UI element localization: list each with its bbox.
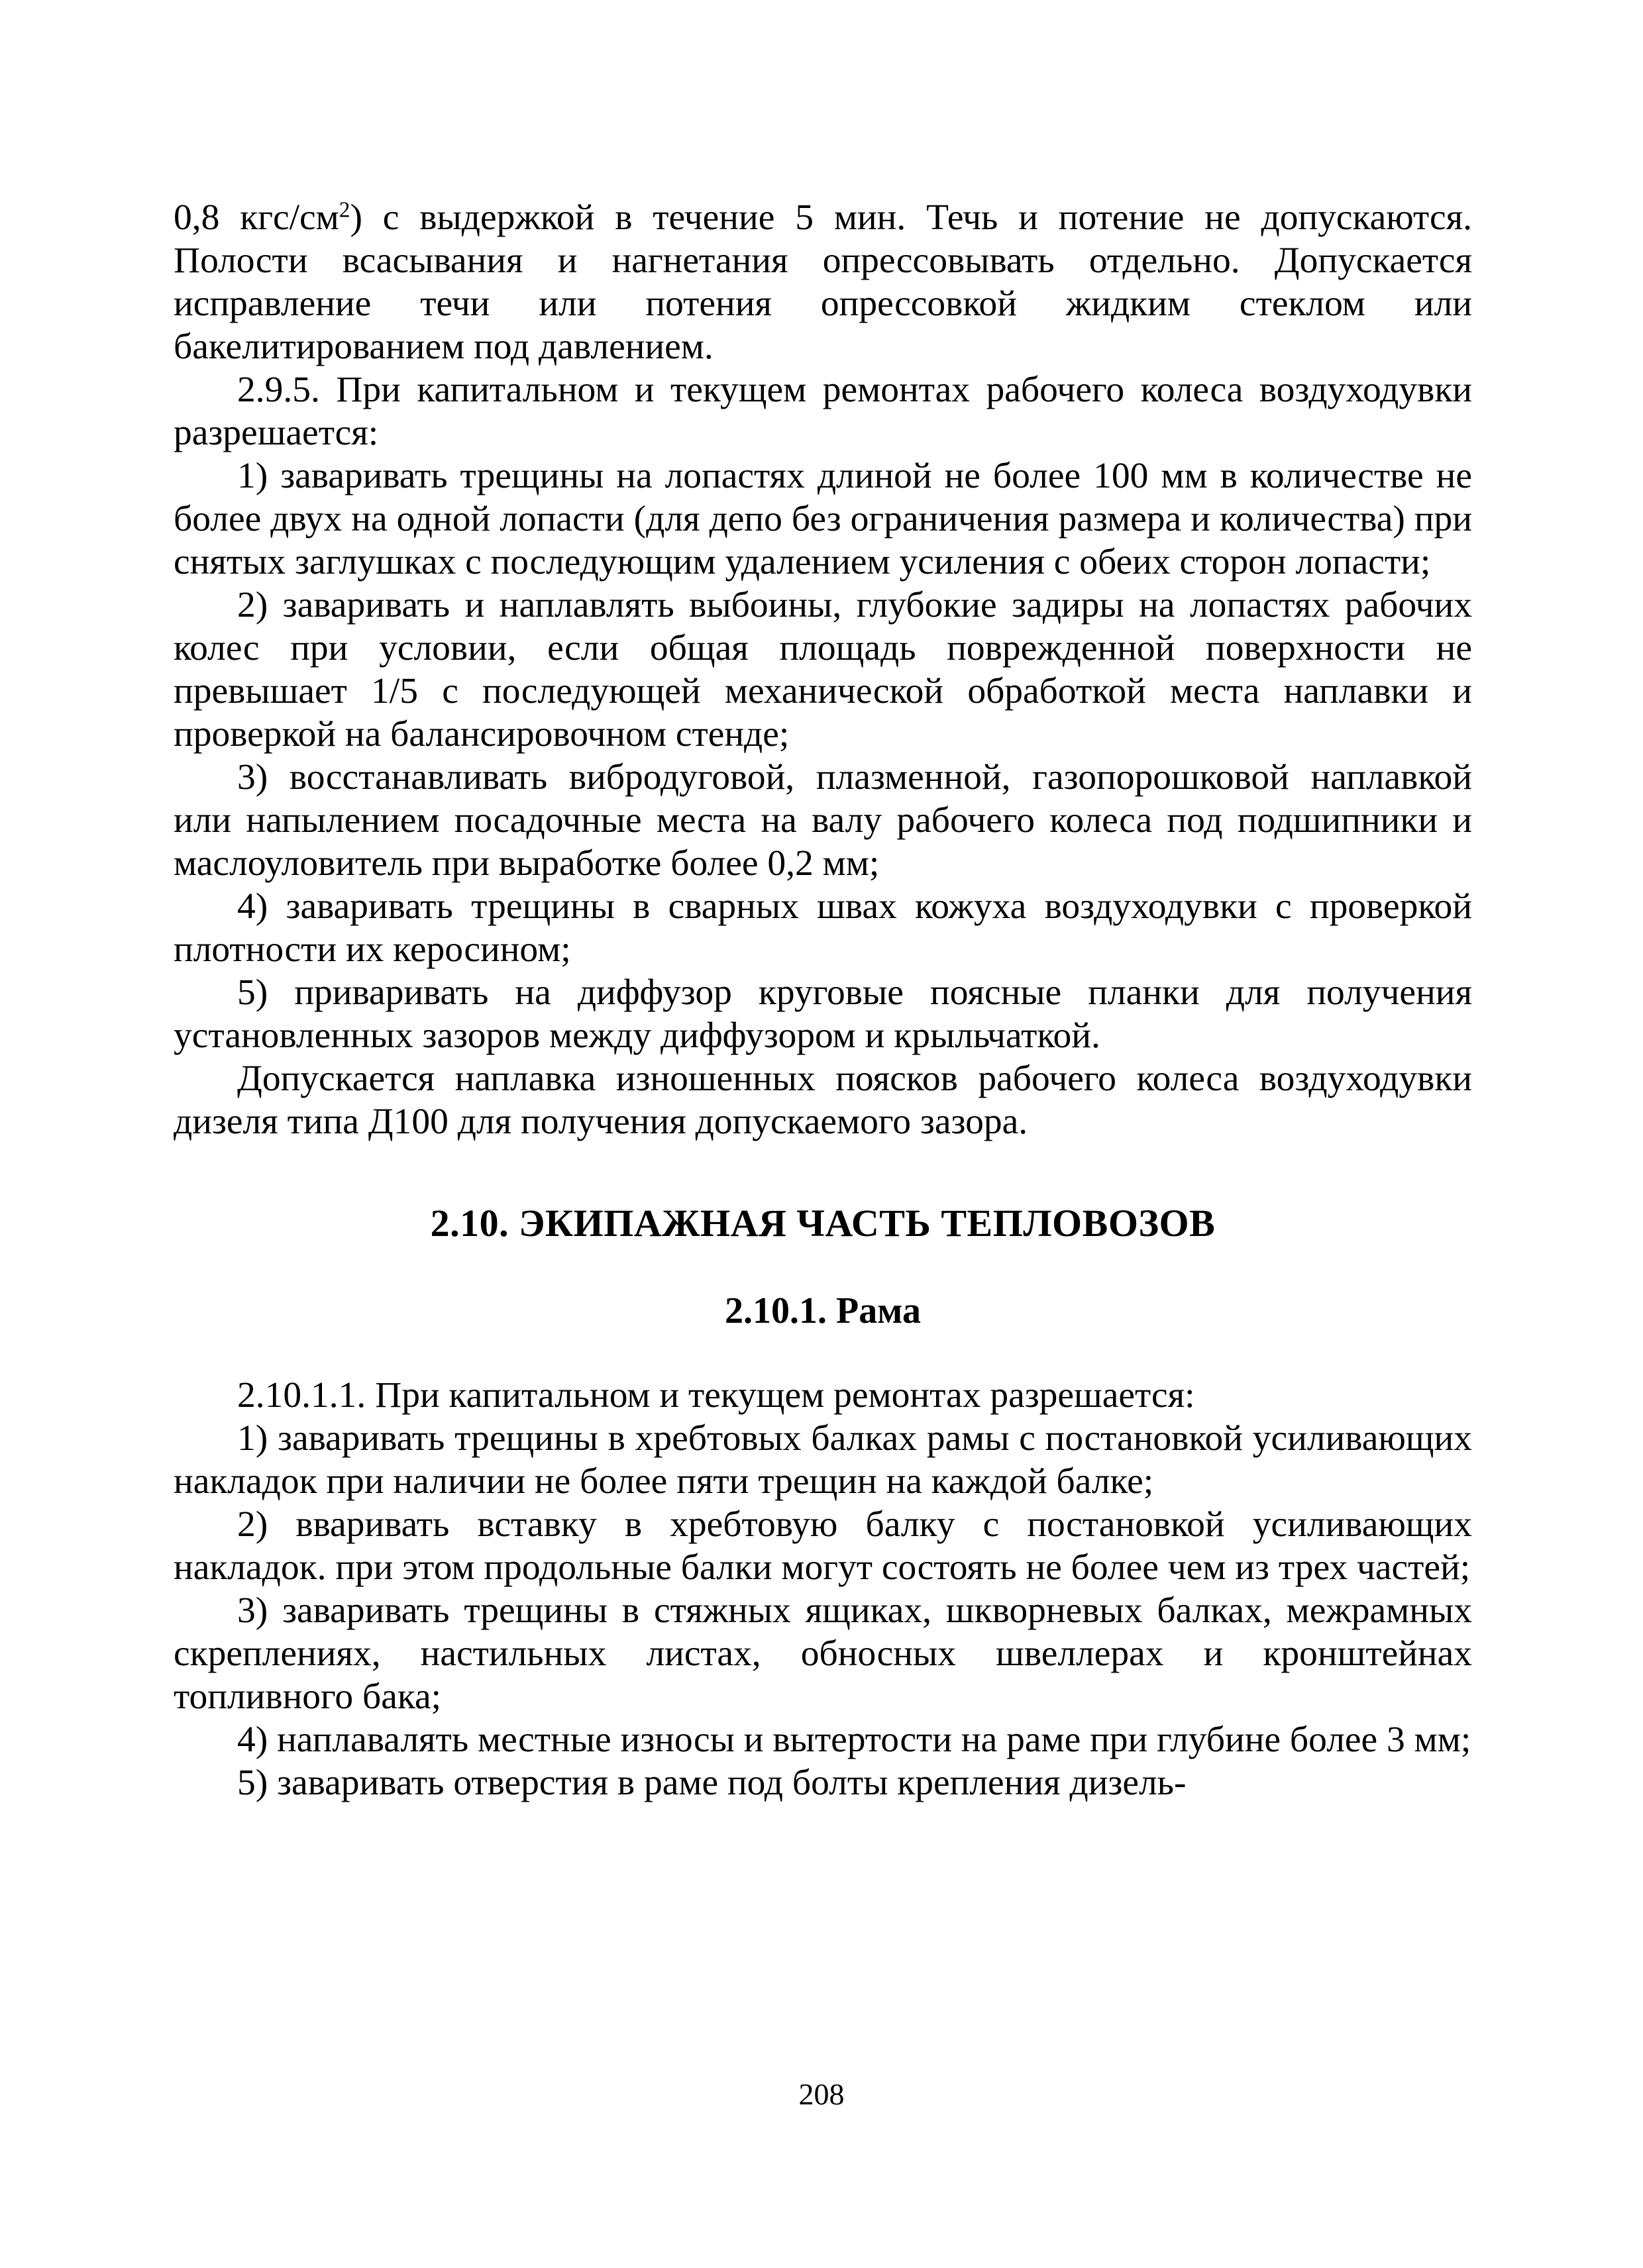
clause-2-10-1-1-item-1: 1) заваривать трещины в хребтовых балках рамы с постановкой усиливающих накладок при наличии не более пяти трещин на каждой балке; <box>174 1418 1472 1502</box>
intro-post: ) с выдержкой в течение 5 мин. Течь и потение не допускаются. Полости всасывания и нагнетания опрессовывать отдельно. Допускается исправление течи или потения опрессовкой жидким стеклом или бакелитированием под давлением. <box>174 197 1472 367</box>
clause-2-9-5-intro: 2.9.5. При капитальном и текущем ремонтах рабочего колеса воздуходувки разрешается: <box>174 370 1472 453</box>
clause-2-10-1-1-item-5: 5) заваривать отверстия в раме под болты крепления дизель- <box>237 1763 1187 1803</box>
clause-2-10-1-1-item-4: 4) наплавалять местные износы и вытертости на раме при глубине более 3 мм; <box>237 1720 1471 1760</box>
clause-2-9-5-item-3: 3) восстанавливать вибродуговой, плазменной, газопорошковой наплавкой или напылением посадочные места на валу рабочего колеса под подшипники и маслоуловитель при выработке более 0,2 мм; <box>174 757 1472 884</box>
intro-pre: 0,8 кгс/см <box>174 197 339 238</box>
clause-2-9-5-item-4: 4) заваривать трещины в сварных швах кожуха воздуходувки с проверкой плотности их керосином; <box>174 886 1472 970</box>
clause-2-9-5-item-1: 1) заваривать трещины на лопастях длиной не более 100 мм в количестве не более двух на одной лопасти (для депо без ограничения размера и количества) при снятых заглушках с последующим удалением усиления с обеих сторон лопасти; <box>174 456 1472 582</box>
clause-2-10-1-1-item-3: 3) заваривать трещины в стяжных ящиках, шкворневых балках, межрамных скреплениях, настильных листах, обносных швеллерах и кронштейнах топливного бака; <box>174 1590 1472 1717</box>
clause-2-9-5-item-5: 5) приваривать на диффузор круговые поясные планки для получения установленных зазоров между диффузором и крыльчаткой. <box>174 972 1472 1056</box>
clause-2-9-5-note: Допускается наплавка изношенных поясков рабочего колеса воздуходувки дизеля типа Д100 для получения допускаемого зазора. <box>174 1058 1472 1142</box>
clause-2-9-5-item-2: 2) заваривать и наплавлять выбоины, глубокие задиры на лопастях рабочих колес при условии, если общая площадь поврежденной поверхности не превышает 1/5 с последующей механической обработкой места наплавки и проверкой на балансировочном стенде; <box>174 585 1472 754</box>
intro-paragraph <box>174 196 1472 368</box>
section-title: 2.10. ЭКИПАЖНАЯ ЧАСТЬ ТЕПЛОВОЗОВ <box>430 1202 1216 1245</box>
intro-superscript: 2 <box>339 197 350 223</box>
document-page <box>174 196 1472 1804</box>
clause-2-10-1-1-intro: 2.10.1.1. При капитальном и текущем ремонтах разрешается: <box>237 1375 1195 1416</box>
subsection-title: 2.10.1. Рама <box>725 1290 921 1331</box>
page-number: 208 <box>798 2077 845 2111</box>
clause-2-10-1-1-item-2: 2) вваривать вставку в хребтовую балку с постановкой усиливающих накладок. при этом продольные балки могут состоять не более чем из трех частей; <box>174 1504 1472 1588</box>
